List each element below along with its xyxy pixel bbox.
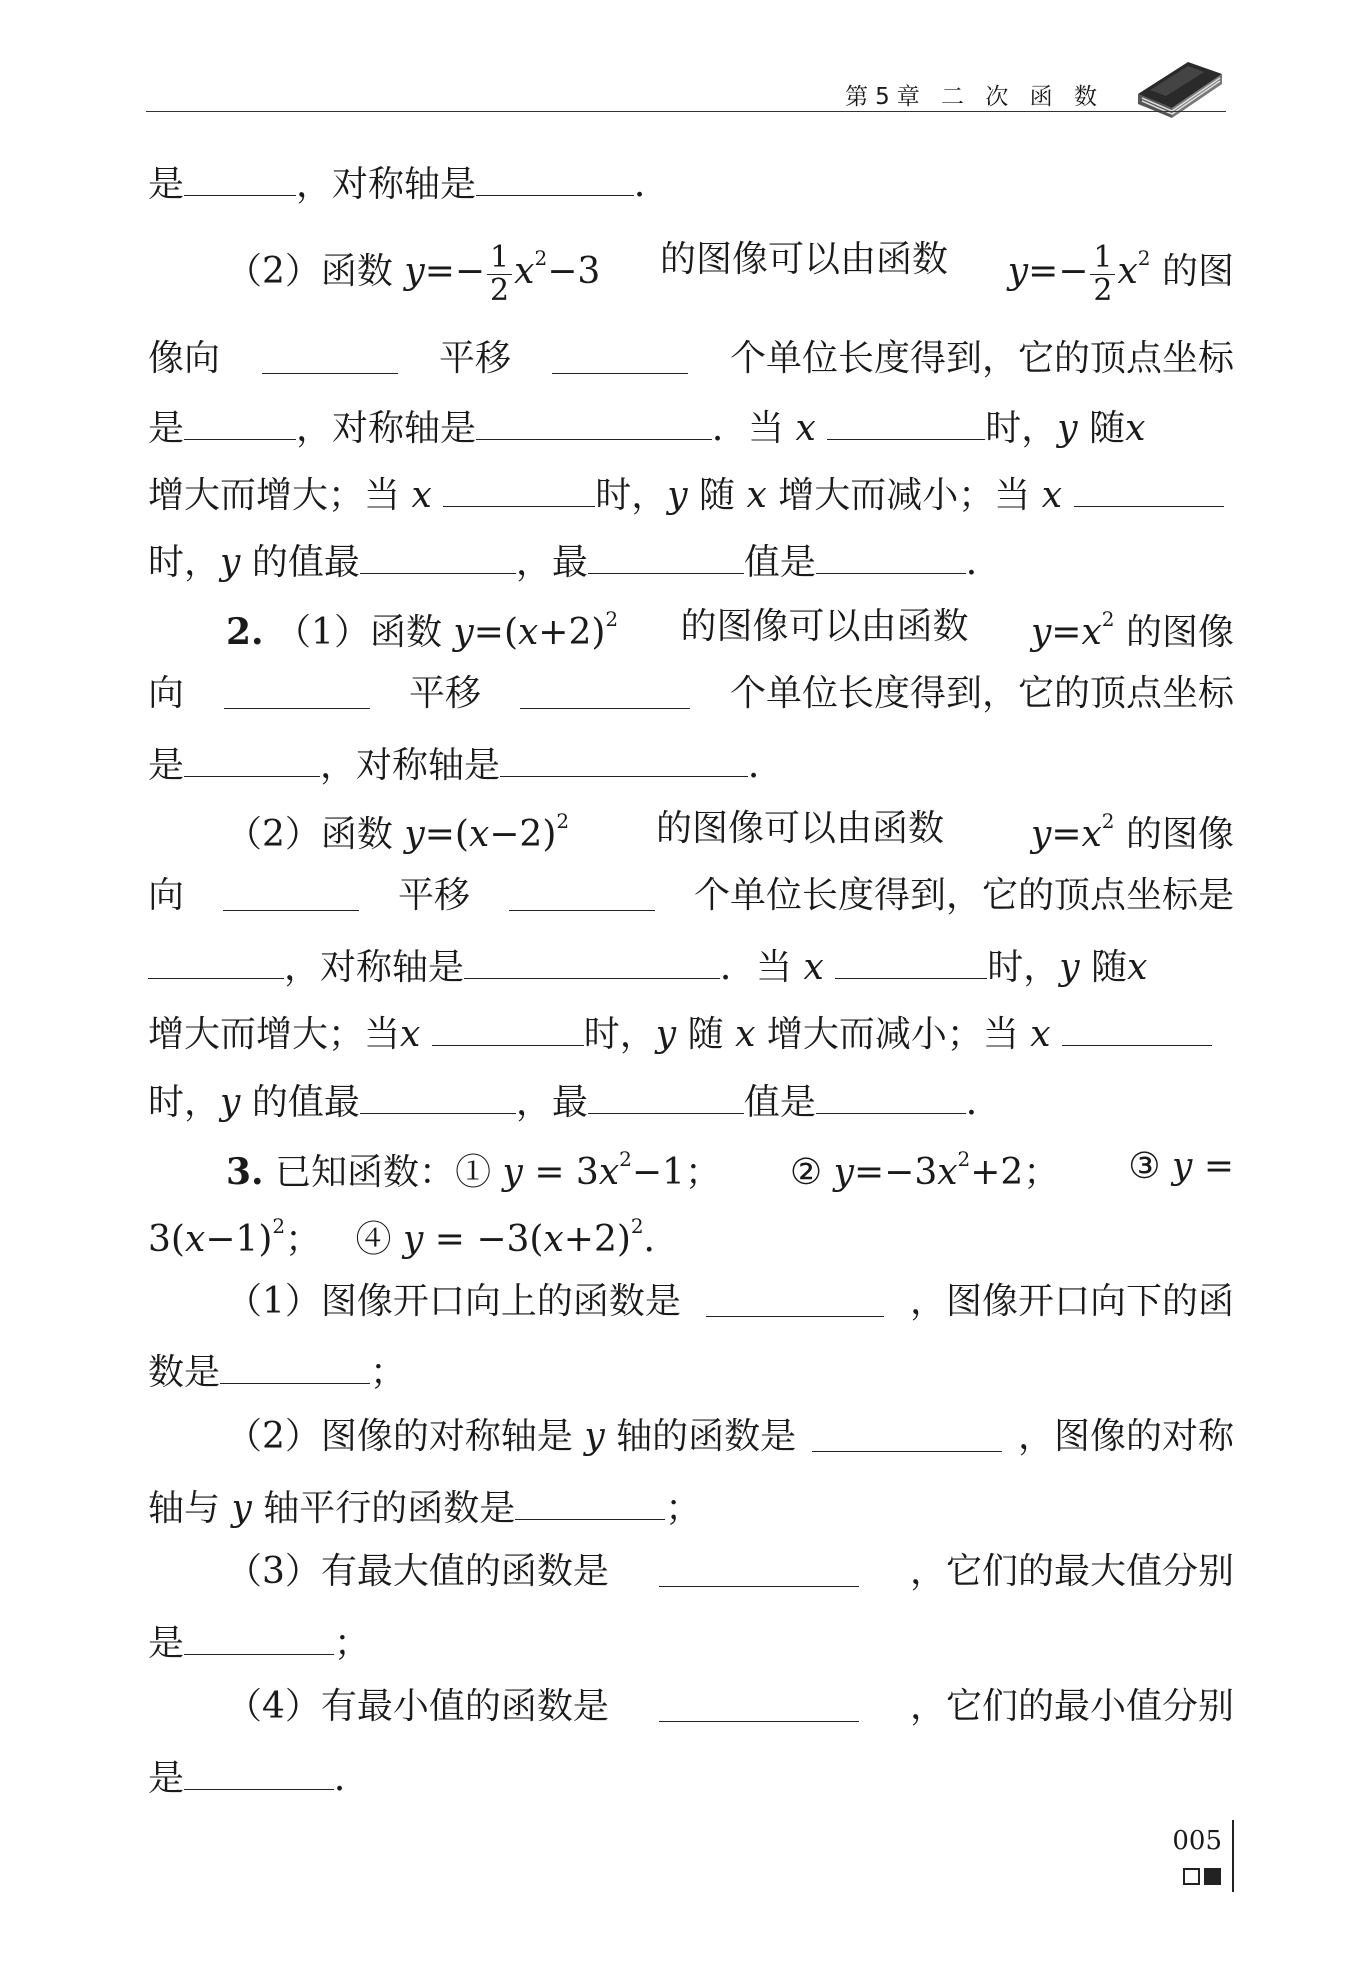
answer-blank[interactable] xyxy=(1062,1013,1212,1046)
text-line: ，对称轴是 ．当 x 时，y 随x xyxy=(148,946,1234,986)
answer-blank[interactable] xyxy=(659,1554,859,1587)
text-line: （2）函数 $y=(x-2)^2$ 的图像可以由函数 $y=x^2$ 的图像 xyxy=(226,808,1234,855)
page-number: 005 xyxy=(1172,1826,1222,1856)
fraction: $\frac{1}{2}$ xyxy=(1090,242,1115,306)
answer-blank[interactable] xyxy=(515,1487,665,1520)
answer-blank[interactable] xyxy=(464,946,720,979)
answer-blank[interactable] xyxy=(509,878,655,911)
text-line: （1）图像开口向上的函数是 ，图像开口向下的函 xyxy=(226,1281,1234,1322)
page-marker-filled-square xyxy=(1204,1868,1221,1885)
answer-blank[interactable] xyxy=(816,1081,966,1114)
text-line: （4）有最小值的函数是 ，它们的最小值分别 xyxy=(226,1686,1234,1727)
answer-blank[interactable] xyxy=(816,541,966,574)
answer-blank[interactable] xyxy=(148,946,284,979)
answer-blank[interactable] xyxy=(223,878,359,911)
page-number-rule xyxy=(1232,1820,1234,1892)
text-line: （2）图像的对称轴是 y 轴的函数是 ，图像的对称 xyxy=(226,1416,1234,1457)
text-line: 向 平移 个单位长度得到，它的顶点坐标是 xyxy=(148,875,1234,916)
text-line: $3(x-1)^2$； ④ $y = -3(x+2)^2$． xyxy=(148,1214,680,1260)
text-line: 2. （1）函数 $y=(x+2)^2$ 的图像可以由函数 $y=x^2$ 的图像 xyxy=(226,606,1234,653)
chapter-title: 第5章 二 次 函 数 xyxy=(845,84,1104,110)
answer-blank[interactable] xyxy=(432,1013,584,1046)
text-line: 轴与 y 轴平行的函数是 ； xyxy=(148,1488,702,1529)
text-line: （2）函数 y=− $\frac{1}{2}$ $x^2-3$ 的图像可以由函数 y=− $\frac{1}{2}$ $x^2$ 的图 xyxy=(226,239,1234,308)
page-marker-hollow-square xyxy=(1183,1868,1200,1885)
header-rule xyxy=(146,111,1226,112)
answer-blank[interactable] xyxy=(224,676,370,709)
answer-blank[interactable] xyxy=(706,1284,884,1317)
answer-blank[interactable] xyxy=(827,407,985,440)
text-line: 数是 ； xyxy=(148,1352,407,1393)
text-line: 时，y 的值最 ，最 值是 ． xyxy=(148,542,1002,583)
answer-blank[interactable] xyxy=(360,541,516,574)
answer-blank[interactable] xyxy=(588,1081,744,1114)
answer-blank[interactable] xyxy=(812,1419,1002,1452)
answer-blank[interactable] xyxy=(184,1622,334,1655)
answer-blank[interactable] xyxy=(552,341,688,374)
answer-blank[interactable] xyxy=(184,744,320,777)
text-line: 增大而增大；当 x 时，y 随 x 增大而减小；当 x xyxy=(148,474,1234,514)
answer-blank[interactable] xyxy=(835,946,987,979)
fraction: $\frac{1}{2}$ xyxy=(487,242,512,306)
text-line: 像向 平移 个单位长度得到，它的顶点坐标 xyxy=(148,338,1234,379)
answer-blank[interactable] xyxy=(262,341,398,374)
running-header xyxy=(146,60,1226,112)
text-line: 增大而增大；当x 时，y 随 x 增大而减小；当 x xyxy=(148,1013,1234,1053)
answer-blank[interactable] xyxy=(184,163,296,196)
answer-blank[interactable] xyxy=(520,676,690,709)
answer-blank[interactable] xyxy=(500,744,748,777)
answer-blank[interactable] xyxy=(184,407,296,440)
answer-blank[interactable] xyxy=(588,541,744,574)
text-line: 3. 已知函数：① $y = 3x^2-1$； ② $y=-3x^2+2$； ③ y = xyxy=(226,1146,1234,1193)
answer-blank[interactable] xyxy=(659,1689,859,1722)
text-line: 是 ，对称轴是 ． xyxy=(148,745,785,786)
answer-blank[interactable] xyxy=(184,1757,334,1790)
answer-blank[interactable] xyxy=(360,1081,516,1114)
text-line: （3）有最大值的函数是 ，它们的最大值分别 xyxy=(226,1551,1234,1592)
answer-blank[interactable] xyxy=(476,407,712,440)
answer-blank[interactable] xyxy=(443,474,595,507)
answer-blank[interactable] xyxy=(476,163,634,196)
text-line: 时，y 的值最 ，最 值是 ． xyxy=(148,1082,1002,1123)
text-line: 是 ，对称轴是 ．当 x 时，y 随x xyxy=(148,408,1146,449)
text-line: 是 ； xyxy=(148,1623,371,1664)
answer-blank[interactable] xyxy=(1074,474,1224,507)
text-line: 向 平移 个单位长度得到，它的顶点坐标 xyxy=(148,673,1234,714)
text-line: 是 ． xyxy=(148,1758,371,1799)
answer-blank[interactable] xyxy=(220,1351,370,1384)
text-line: 是 ，对称轴是 ． xyxy=(148,164,671,205)
